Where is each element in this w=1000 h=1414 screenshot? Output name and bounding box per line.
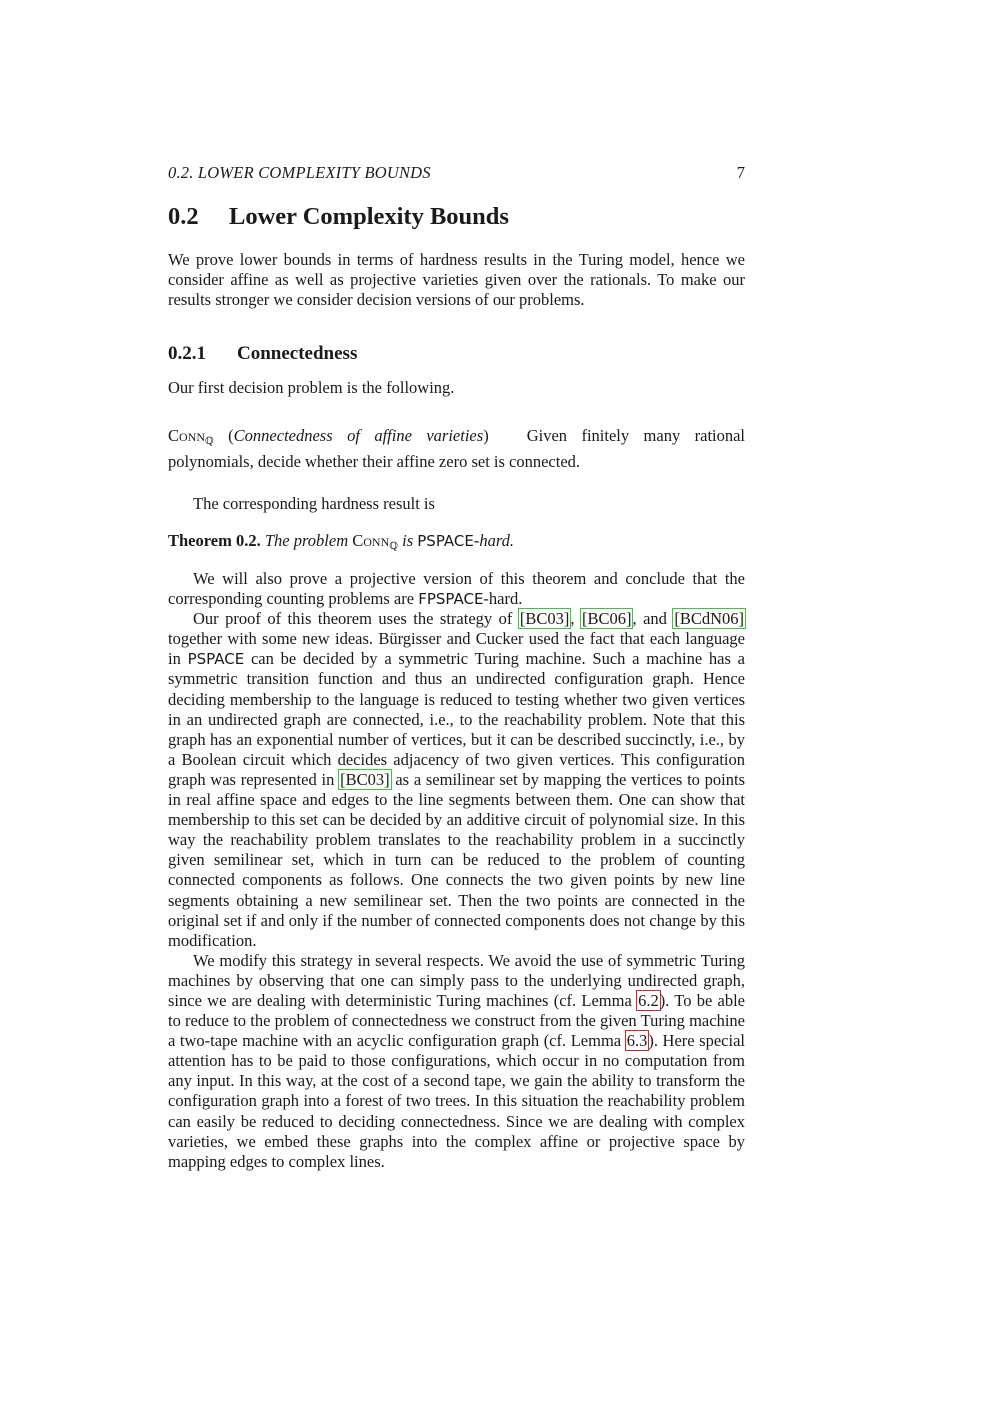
paragraph-2-text-d: as a semilinear set by mapping the vertices to points in real affine space and edges to the line segments between them. One can show that membership to this set can be decided by an additive circuit of polynomial size. In this way the reachability problem translates to the reachability problem in a succinctly given semilinear set, which in turn can be reduced to the problem of counting connected components as follows. One connects the two given points by new line segments obtaining a new semilinear set. Then the two points are connected in the original set if and only if the number of connected components does not change by this modification. bbox=[168, 769, 746, 950]
ref-lemma-6-3[interactable]: 6.3 bbox=[626, 1031, 648, 1051]
pspace-class: PSPACE bbox=[187, 650, 245, 669]
intro-paragraph: We prove lower bounds in terms of hardness results in the Turing model, hence we consider affine as well as projective varieties given over the rationals. To make our results stronger we consider decision versions of our problems. bbox=[168, 250, 745, 310]
paragraph-1-text-a: We will also prove a projective version of this theorem and conclude that the corresponding counting problems are bbox=[168, 569, 745, 609]
problem-paren-open: ( bbox=[228, 426, 234, 445]
theorem-problem-name: Conn bbox=[352, 531, 390, 550]
body-text bbox=[168, 569, 745, 1172]
section-heading bbox=[168, 203, 509, 231]
subsection-number: 0.2.1 bbox=[168, 343, 206, 364]
subsection-heading bbox=[168, 343, 357, 365]
section-number: 0.2 bbox=[168, 203, 199, 230]
theorem-class: PSPACE bbox=[417, 532, 474, 550]
theorem-is: is bbox=[402, 531, 414, 550]
paragraph-2-text-c: can be decided by a symmetric Turing machine. Such a machine has a symmetric transition function and thus an undirected configuration graph. Hence deciding membership to the language is reduced to testing whether two given vertices in an undirected graph are connected, i.e., to the reachability problem. Note that this graph has an exponential number of vertices, but it can be described succinctly, i.e., by a Boolean circuit which decides adjacency of two given vertices. This configuration graph was represented in bbox=[168, 649, 745, 789]
paragraph-3-text-b: ). To be able to reduce to the problem of connectedness we construct from the given Turing machine a two-tape machine with an acyclic configuration graph (cf. Lemma bbox=[168, 990, 746, 1051]
theorem-post: -hard. bbox=[473, 531, 515, 550]
paragraph-1-text-b: -hard. bbox=[483, 589, 523, 609]
paragraph-3-text-a: We modify this strategy in several respects. We avoid the use of symmetric Turing machines by observing that one can simply pass to the underlying undirected graph, since we are dealing with deterministic Turing machines (cf. Lemma bbox=[168, 950, 745, 1010]
fpspace-class: FPSPACE bbox=[418, 590, 484, 609]
problem-name: Conn bbox=[168, 426, 206, 445]
citation-bcdn06[interactable]: [BCdN06] bbox=[674, 609, 745, 629]
problem-full-name: Connectedness of affine varieties bbox=[233, 426, 484, 445]
subsection-title: Connectedness bbox=[237, 343, 358, 364]
citation-separator: , and bbox=[632, 609, 667, 629]
problem-description-a: Given finitely many rational bbox=[526, 426, 746, 445]
ref-lemma-6-2[interactable]: 6.2 bbox=[638, 990, 659, 1010]
paragraph-2-text-a: Our proof of this theorem uses the strategy of bbox=[193, 609, 513, 629]
corresponding-text: The corresponding hardness result is bbox=[193, 494, 435, 513]
theorem-subscript: ℚ bbox=[389, 541, 398, 552]
theorem-pre: The problem bbox=[264, 531, 349, 550]
paragraph-1 bbox=[168, 569, 745, 609]
first-problem-text: Our first decision problem is the following. bbox=[168, 378, 455, 397]
problem-subscript: ℚ bbox=[205, 436, 214, 447]
section-title: Lower Complexity Bounds bbox=[229, 203, 509, 230]
citation-bc03-second[interactable]: [BC03] bbox=[340, 769, 390, 789]
citation-bc03[interactable]: [BC03] bbox=[519, 609, 570, 629]
problem-description-b: polynomials, decide whether their affine zero set is connected. bbox=[168, 452, 581, 472]
problem-definition bbox=[168, 426, 745, 472]
theorem-label: Theorem 0.2. bbox=[168, 531, 261, 550]
paragraph-3-text-c: ). Here special attention has to be paid to those configurations, which occur in no computation from any input. In this way, at the cost of a second tape, we gain the ability to transform the configuration graph into a forest of two trees. In this situation the reachability problem can easily be reduced to deciding connectedness. Since we are dealing with complex varieties, we embed these graphs into the complex affine or projective space by mapping edges to complex lines. bbox=[168, 1031, 745, 1171]
page-number: 7 bbox=[736, 163, 745, 182]
citation-bc06[interactable]: [BC06] bbox=[581, 609, 632, 629]
running-head bbox=[168, 163, 745, 185]
paragraph-3 bbox=[168, 951, 745, 1172]
problem-paren-close: ) bbox=[483, 426, 489, 445]
theorem bbox=[168, 531, 745, 557]
running-head-title: 0.2. LOWER COMPLEXITY BOUNDS bbox=[168, 163, 431, 182]
citation-separator: , bbox=[570, 609, 575, 629]
paragraph-2-text-b: together with some new ideas. Bürgisser and Cucker used the fact that each language in bbox=[168, 629, 745, 669]
paragraph-2 bbox=[168, 609, 745, 951]
